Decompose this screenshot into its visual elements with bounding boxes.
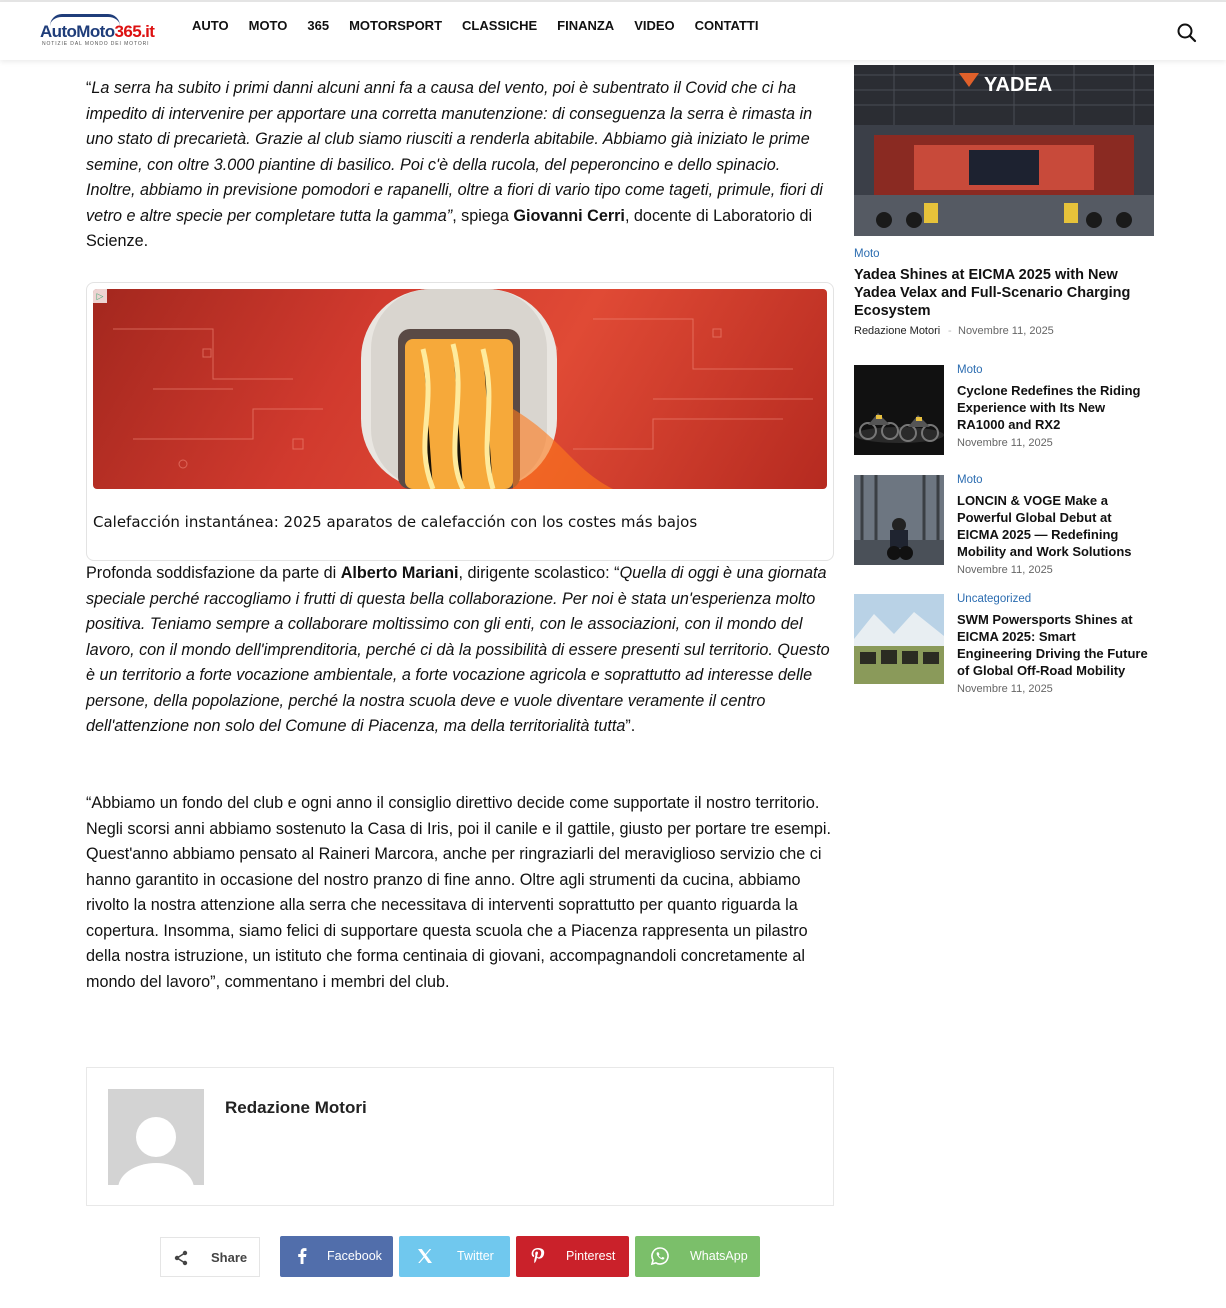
site-header [0, 2, 1226, 60]
sidebar-thumb-2[interactable] [854, 475, 944, 565]
swm-offroad-illustration [854, 594, 944, 684]
share-label-text: Share [211, 1250, 248, 1265]
nav-moto[interactable]: MOTO [248, 18, 288, 33]
featured-author[interactable]: Redazione Motori [854, 325, 941, 337]
sidebar-thumb-3[interactable] [854, 594, 944, 684]
sidebar-item-3-date: Novembre 11, 2025 [957, 683, 1053, 695]
sidebar-featured-image[interactable] [854, 65, 1154, 236]
pinterest-icon [528, 1246, 548, 1266]
sidebar-item-1-category[interactable]: Moto [957, 364, 983, 376]
paragraph-2-text [86, 561, 834, 740]
sidebar-item-1-title[interactable]: Cyclone Redefines the Riding Experience with Its New RA1000 and RX2 [957, 383, 1141, 432]
sidebar-item-1-date: Novembre 11, 2025 [957, 437, 1053, 449]
p1-person-name: Giovanni Cerri [513, 206, 625, 225]
nav-classiche[interactable]: CLASSICHE [462, 18, 538, 33]
site-logo[interactable] [40, 14, 160, 48]
sidebar-item-3-title[interactable]: SWM Powersports Shines at EICMA 2025: Smart Engineering Driving the Future of Global Off-Road Mobility [957, 612, 1148, 678]
whatsapp-label: WhatsApp [690, 1249, 748, 1263]
logo-text [40, 22, 154, 42]
featured-category[interactable]: Moto [854, 248, 880, 260]
avatar-placeholder-icon [108, 1089, 204, 1185]
logo-text-main: AutoMoto [40, 22, 115, 41]
p2-end: ”. [625, 717, 636, 735]
cyclone-motorcycles-illustration [854, 365, 944, 455]
p2-person-name: Alberto Mariani [340, 564, 459, 582]
nav-motorsport[interactable]: MOTORSPORT [349, 18, 443, 33]
nav-365[interactable]: 365 [307, 18, 330, 33]
ad-caption[interactable]: Calefacción instantánea: 2025 aparatos de calefacción con los costes más bajos [93, 513, 698, 531]
paragraph-1-text [86, 76, 834, 255]
hero-sign-text: YADEA [984, 74, 1053, 96]
whatsapp-icon [650, 1246, 670, 1266]
author-box [86, 1067, 834, 1206]
ad-choices-icon[interactable]: ▷ [93, 289, 107, 303]
nav-contatti[interactable]: CONTATTI [694, 18, 759, 33]
article-paragraph-3 [86, 791, 834, 995]
p1-quote: La serra ha subito i primi danni alcuni anni fa a causa del vento, poi è subentrato il Covid che ci ha impedito di intervenire per apportare una corretta manutenzione: di conseguenza la serra è rimasta in uno stato di precarietà. Grazie al club siamo riusciti a renderla abitabile. Abbiamo già iniziato le prime semine, con oltre 3.000 piantine di basilico. Poi c'è della rucola, del peperoncino e dello spinacio. Inoltre, abbiamo in previsione pomodori e rapanelli, oltre a fiori di vario tipo come tageti, primule, fiori di vetro e altre specie per completare tutta la gamma” [86, 79, 823, 225]
x-twitter-icon [415, 1246, 435, 1266]
p1-open-quote: “ [86, 79, 92, 97]
sidebar-thumb-1[interactable] [854, 365, 944, 455]
p1-mid: , spiega [452, 206, 514, 225]
author-avatar[interactable] [108, 1089, 204, 1185]
logo-tagline: NOTIZIE DAL MONDO DEI MOTORI [42, 41, 150, 47]
article-paragraph-2 [86, 561, 834, 740]
p2-mid: , dirigente scolastico: “ [458, 564, 620, 582]
nav-auto[interactable]: AUTO [192, 18, 229, 33]
sidebar-item-2-category[interactable]: Moto [957, 474, 983, 486]
facebook-icon [292, 1246, 312, 1266]
loncin-voge-rider-illustration [854, 475, 944, 565]
sidebar-item-3-category[interactable]: Uncategorized [957, 593, 1032, 605]
sidebar-item-2-date: Novembre 11, 2025 [957, 564, 1053, 576]
nav-finanza[interactable]: FINANZA [557, 18, 615, 33]
share-label [160, 1237, 260, 1277]
ad-image[interactable] [93, 289, 827, 489]
author-name[interactable]: Redazione Motori [225, 1098, 367, 1117]
featured-separator: - [948, 325, 952, 337]
article-paragraph-1 [86, 76, 834, 255]
featured-title[interactable]: Yadea Shines at EICMA 2025 with New Yadea Velax and Full-Scenario Charging Ecosystem [854, 267, 1131, 319]
logo-text-accent: 365.it [114, 22, 155, 41]
share-icon [173, 1250, 189, 1266]
p2-start: Profonda soddisfazione da parte di [86, 564, 341, 582]
featured-date: Novembre 11, 2025 [958, 325, 1054, 337]
search-icon[interactable] [1176, 22, 1198, 44]
pinterest-label: Pinterest [566, 1249, 616, 1263]
nav-video[interactable]: VIDEO [634, 18, 675, 33]
main-nav [192, 2, 778, 50]
p1-end: , docente di Laboratorio di Scienze. [86, 206, 813, 250]
yadea-booth-illustration [854, 65, 1154, 236]
ad-box[interactable] [86, 282, 834, 561]
share-whatsapp-button[interactable] [635, 1236, 760, 1277]
paragraph-3-text: “Abbiamo un fondo del club e ogni anno il consiglio direttivo decide come supportate il nostro territorio. Negli scorsi anni abbiamo sostenuto la Casa di Iris, poi il canile e il gattile, giusto per portare tre esempi. Quest'anno abbiamo pensato al Raineri Marcora, anche per ringraziarli del meraviglioso servizio che ci hanno garantito in occasione del nostro pranzo di fine anno. Oltre agli strumenti da cucina, abbiamo rivolto la nostra attenzione alla serra che necessitava di interventi soprattutto per quanto riguarda la copertura. Insomma, siamo felici di supportare questa scuola che a Piacenza rappresenta un pilastro della nostra istruzione, un istituto che forma centinaia di giovani, accompagnandoli concretamente al mondo del lavoro”, commentano i membri del club. [86, 794, 831, 991]
facebook-label: Facebook [327, 1249, 382, 1263]
share-facebook-button[interactable] [280, 1236, 393, 1277]
sidebar-item-2-title[interactable]: LONCIN & VOGE Make a Powerful Global Debut at EICMA 2025 — Redefining Mobility and Work Solutions [957, 493, 1132, 559]
share-pinterest-button[interactable] [516, 1236, 629, 1277]
share-twitter-button[interactable] [399, 1236, 510, 1277]
ad-illustration [93, 289, 827, 489]
p2-quote: Quella di oggi è una giornata speciale perché raccogliamo i frutti di questa bella collaborazione. Per noi è stata un'esperienza molto positiva. Teniamo sempre a collaborare moltissimo con gli enti, con le associazioni, con il mondo del lavoro, con il mondo dell'imprenditoria, perché ci dà la possibilità di essere presenti sul territorio. Questo è un territorio a forte vocazione ambientale, a forte vocazione agricola e soprattutto ad interesse delle persone, della popolazione, perché la nostra scuola deve e vuole diventare veramente il centro dell'attenzione non solo del Comune di Piacenza, ma della territorialità tutta [86, 564, 830, 735]
twitter-label: Twitter [457, 1249, 494, 1263]
